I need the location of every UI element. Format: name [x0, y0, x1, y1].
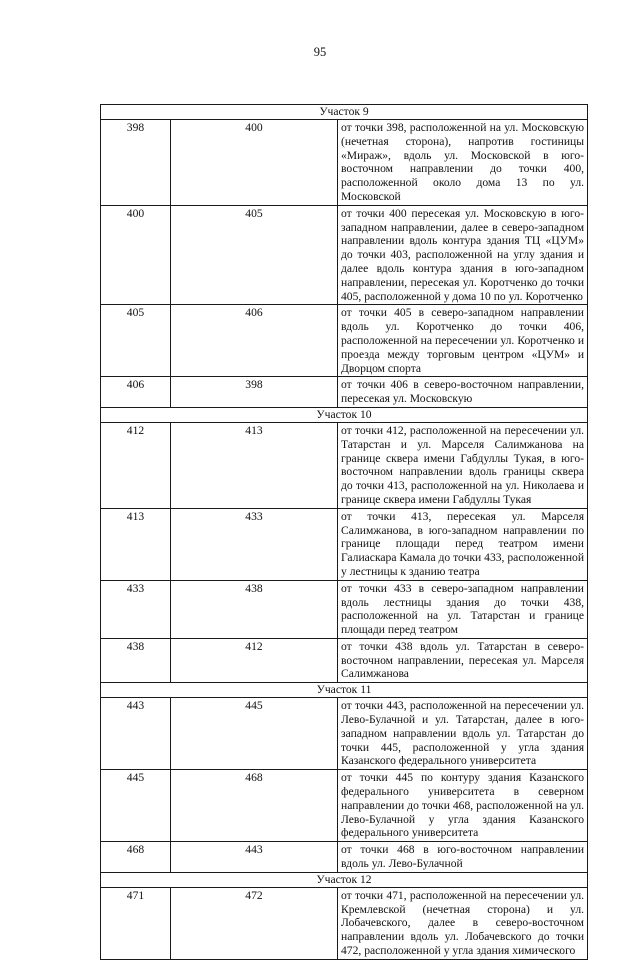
to-point: 443 — [171, 842, 338, 873]
route-description: от точки 405 в северо-западном направлении вдоль ул. Коротченко до точки 406, расположенной на пересечении ул. Коротченко и проезда между торговым центром «ЦУМ» и Дворцом спорта — [338, 305, 588, 377]
section-title: Участок 11 — [101, 683, 588, 698]
from-point: 433 — [101, 580, 171, 638]
route-description: от точки 471, расположенной на пересечении ул. Кремлевской (нечетная сторона) и ул. Лобачевского, далее в северо-восточном направлении вдоль ул. Лобачевского до точки 472, расположенной у угла здания химического — [338, 887, 588, 959]
section-header-row — [101, 683, 588, 698]
from-point: 405 — [101, 305, 171, 377]
to-point: 433 — [171, 508, 338, 580]
from-point: 438 — [101, 638, 171, 682]
to-point: 413 — [171, 422, 338, 508]
table-row — [101, 120, 588, 206]
from-point: 471 — [101, 887, 171, 959]
table-row — [101, 508, 588, 580]
route-description: от точки 468 в юго-восточном направлении вдоль ул. Лево-Булачной — [338, 842, 588, 873]
to-point: 445 — [171, 698, 338, 770]
to-point: 400 — [171, 120, 338, 206]
route-description: от точки 412, расположенной на пересечении ул. Татарстан и ул. Марселя Салимжанова на границе сквера имени Габдуллы Тукая, в юго-восточном направлении вдоль границы сквера до точки 413, расположенной на ул. Николаева и границе сквера имени Габдуллы Тукая — [338, 422, 588, 508]
to-point: 468 — [171, 770, 338, 842]
section-header-row — [101, 105, 588, 120]
to-point: 405 — [171, 205, 338, 305]
to-point: 412 — [171, 638, 338, 682]
table-row — [101, 638, 588, 682]
table-row — [101, 770, 588, 842]
from-point: 443 — [101, 698, 171, 770]
route-description: от точки 443, расположенной на пересечении ул. Лево-Булачной и ул. Татарстан, далее в юго-западном направлении вдоль ул. Татарстан до точки 445, расположенной у угла здания Казанского федерального университета — [338, 698, 588, 770]
from-point: 413 — [101, 508, 171, 580]
route-description: от точки 433 в северо-западном направлении вдоль лестницы здания до точки 438, расположенной на ул. Татарстан и границе площади перед театром — [338, 580, 588, 638]
section-title: Участок 10 — [101, 407, 588, 422]
from-point: 445 — [101, 770, 171, 842]
route-description: от точки 400 пересекая ул. Московскую в юго-западном направлении, далее в северо-западном направлении вдоль контура здания ТЦ «ЦУМ» до точки 403, расположенной на углу здания и далее вдоль контура здания в юго-западном направлении, пересекая ул. Коротченко до точки 405, расположенной у дома 10 по ул. Коротченко — [338, 205, 588, 305]
from-point: 400 — [101, 205, 171, 305]
table-row — [101, 887, 588, 959]
table-row — [101, 205, 588, 305]
from-point: 412 — [101, 422, 171, 508]
from-point: 406 — [101, 377, 171, 408]
table-row — [101, 377, 588, 408]
route-table — [100, 104, 588, 960]
table-row — [101, 580, 588, 638]
route-description: от точки 445 по контуру здания Казанского федерального университета в северном направлении до точки 468, расположенной на ул. Лево-Булачной у угла здания Казанского федерального университета — [338, 770, 588, 842]
from-point: 468 — [101, 842, 171, 873]
section-title: Участок 12 — [101, 872, 588, 887]
route-description: от точки 398, расположенной на ул. Московскую (нечетная сторона), напротив гостиницы «Мираж», вдоль ул. Московской в юго-восточном направлении до точки 400, расположенной около дома 13 по ул. Московской — [338, 120, 588, 206]
table-row — [101, 698, 588, 770]
route-description: от точки 438 вдоль ул. Татарстан в северо-восточном направлении, пересекая ул. Марселя Салимжанова — [338, 638, 588, 682]
section-title: Участок 9 — [101, 105, 588, 120]
table-row — [101, 305, 588, 377]
table-row — [101, 422, 588, 508]
route-description: от точки 406 в северо-восточном направлении, пересекая ул. Московскую — [338, 377, 588, 408]
page-number: 95 — [313, 45, 327, 59]
section-header-row — [101, 872, 588, 887]
section-header-row — [101, 407, 588, 422]
to-point: 438 — [171, 580, 338, 638]
to-point: 398 — [171, 377, 338, 408]
route-table-body — [101, 105, 588, 960]
to-point: 406 — [171, 305, 338, 377]
from-point: 398 — [101, 120, 171, 206]
table-row — [101, 842, 588, 873]
to-point: 472 — [171, 887, 338, 959]
route-description: от точки 413, пересекая ул. Марселя Салимжанова, в юго-западном направлении по границе площади перед театром имени Галиаскара Камала до точки 433, расположенной у лестницы к зданию театра — [338, 508, 588, 580]
